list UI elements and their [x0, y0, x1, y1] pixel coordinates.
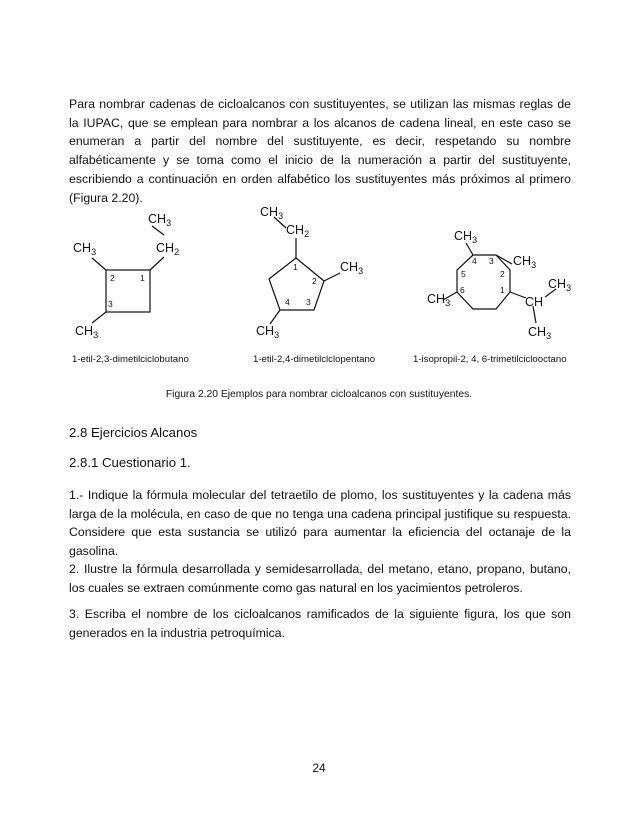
m3-ch: CH: [525, 295, 544, 309]
cyclooctane-ring: [457, 255, 510, 309]
m1-position-1: 1: [140, 273, 145, 283]
m1-name: 1-etil-2,3-dimetilciclobutano: [72, 354, 189, 365]
question-1: 1.- Indique la fórmula molecular del tetraetilo de plomo, los sustituyentes y la cadena más larga de la molécula, en caso de que no tenga una cadena principal justifique su respuesta. Considere que esta sustancia se utilizó para aumentar la eficiencia del octanaje de la gasolina.: [69, 488, 571, 559]
m3-position-4: 4: [472, 256, 477, 266]
m2-position-1: 1: [293, 262, 298, 272]
subsection-heading: 2.8.1 Cuestionario 1.: [69, 455, 191, 470]
m3-position-3: 3: [489, 256, 494, 266]
m1-position-3: 3: [108, 299, 113, 309]
page-number: 24: [312, 761, 326, 775]
figure-caption: Figura 2.20 Ejemplos para nombrar cicloalcanos con sustituyentes.: [165, 389, 473, 400]
m2-ch3-right: $CH_3$: [340, 260, 364, 276]
section-heading: 2.8 Ejercicios Alcanos: [69, 425, 198, 440]
m3-position-5: 5: [461, 269, 466, 279]
m2-ch2: $CH_2$: [286, 223, 310, 239]
m3-ch3-left: $CH_3$: [427, 292, 451, 308]
m1-ch3-left: $CH_3$: [73, 241, 97, 257]
m3-ch3-bottom: $CH_3$: [528, 325, 552, 341]
m2-ch3-bottom: $CH_3$: [256, 324, 280, 340]
m2-position-4: 4: [285, 297, 290, 307]
question-2: 2. Ilustre la fórmula desarrollada y semidesarrollada, del metano, etano, propano, butano, los cuales se extraen comúnmente como gas natural en los yacimientos petroleros.: [69, 562, 571, 595]
m3-ch3-top: $CH_3$: [454, 229, 478, 245]
m3-ch3-far: $CH_3$: [548, 277, 572, 293]
m1-ch3-bottom: $CH_3$: [75, 324, 99, 340]
m2-position-3: 3: [306, 297, 311, 307]
figure-2-20: [0, 0, 638, 400]
m3-name: 1-isopropil-2, 4, 6-trimetilciclooctano: [413, 354, 567, 365]
m3-position-1: 1: [500, 285, 505, 295]
intro-paragraph: Para nombrar cadenas de cicloalcanos con sustituyentes, se utilizan las mismas reglas de la IUPAC, que se emplean para nombrar a los alcanos de cadena lineal, en este caso se enumeran a partir del nombre del sustituyente, es decir, respetando su nombre alfabéticamente y se toma como el inicio de la numeración a partir del sustituyente, escribiendo a continuación en orden alfabético los sustituyentes más próximos al primero (Figura 2.20).: [69, 97, 571, 205]
m1-ch3-top: $CH_3$: [148, 212, 172, 228]
m3-ch3-right: $CH_3$: [513, 254, 537, 270]
m1-position-2: 2: [110, 273, 115, 283]
m3-position-2: 2: [500, 269, 505, 279]
m2-name: 1-etil-2,4-dimetilclclopentano: [253, 354, 376, 365]
m2-position-2: 2: [312, 276, 317, 286]
molecule-3: [413, 229, 571, 365]
molecule-1: [72, 212, 189, 365]
m1-ch2: $CH_2$: [156, 241, 180, 257]
question-3: 3. Escriba el nombre de los cicloalcanos ramificados de la siguiente figura, los que son generados en la industria petroquímica.: [69, 607, 571, 640]
m2-ch3-top: $CH_3$: [260, 205, 284, 221]
m3-position-6: 6: [460, 285, 465, 295]
